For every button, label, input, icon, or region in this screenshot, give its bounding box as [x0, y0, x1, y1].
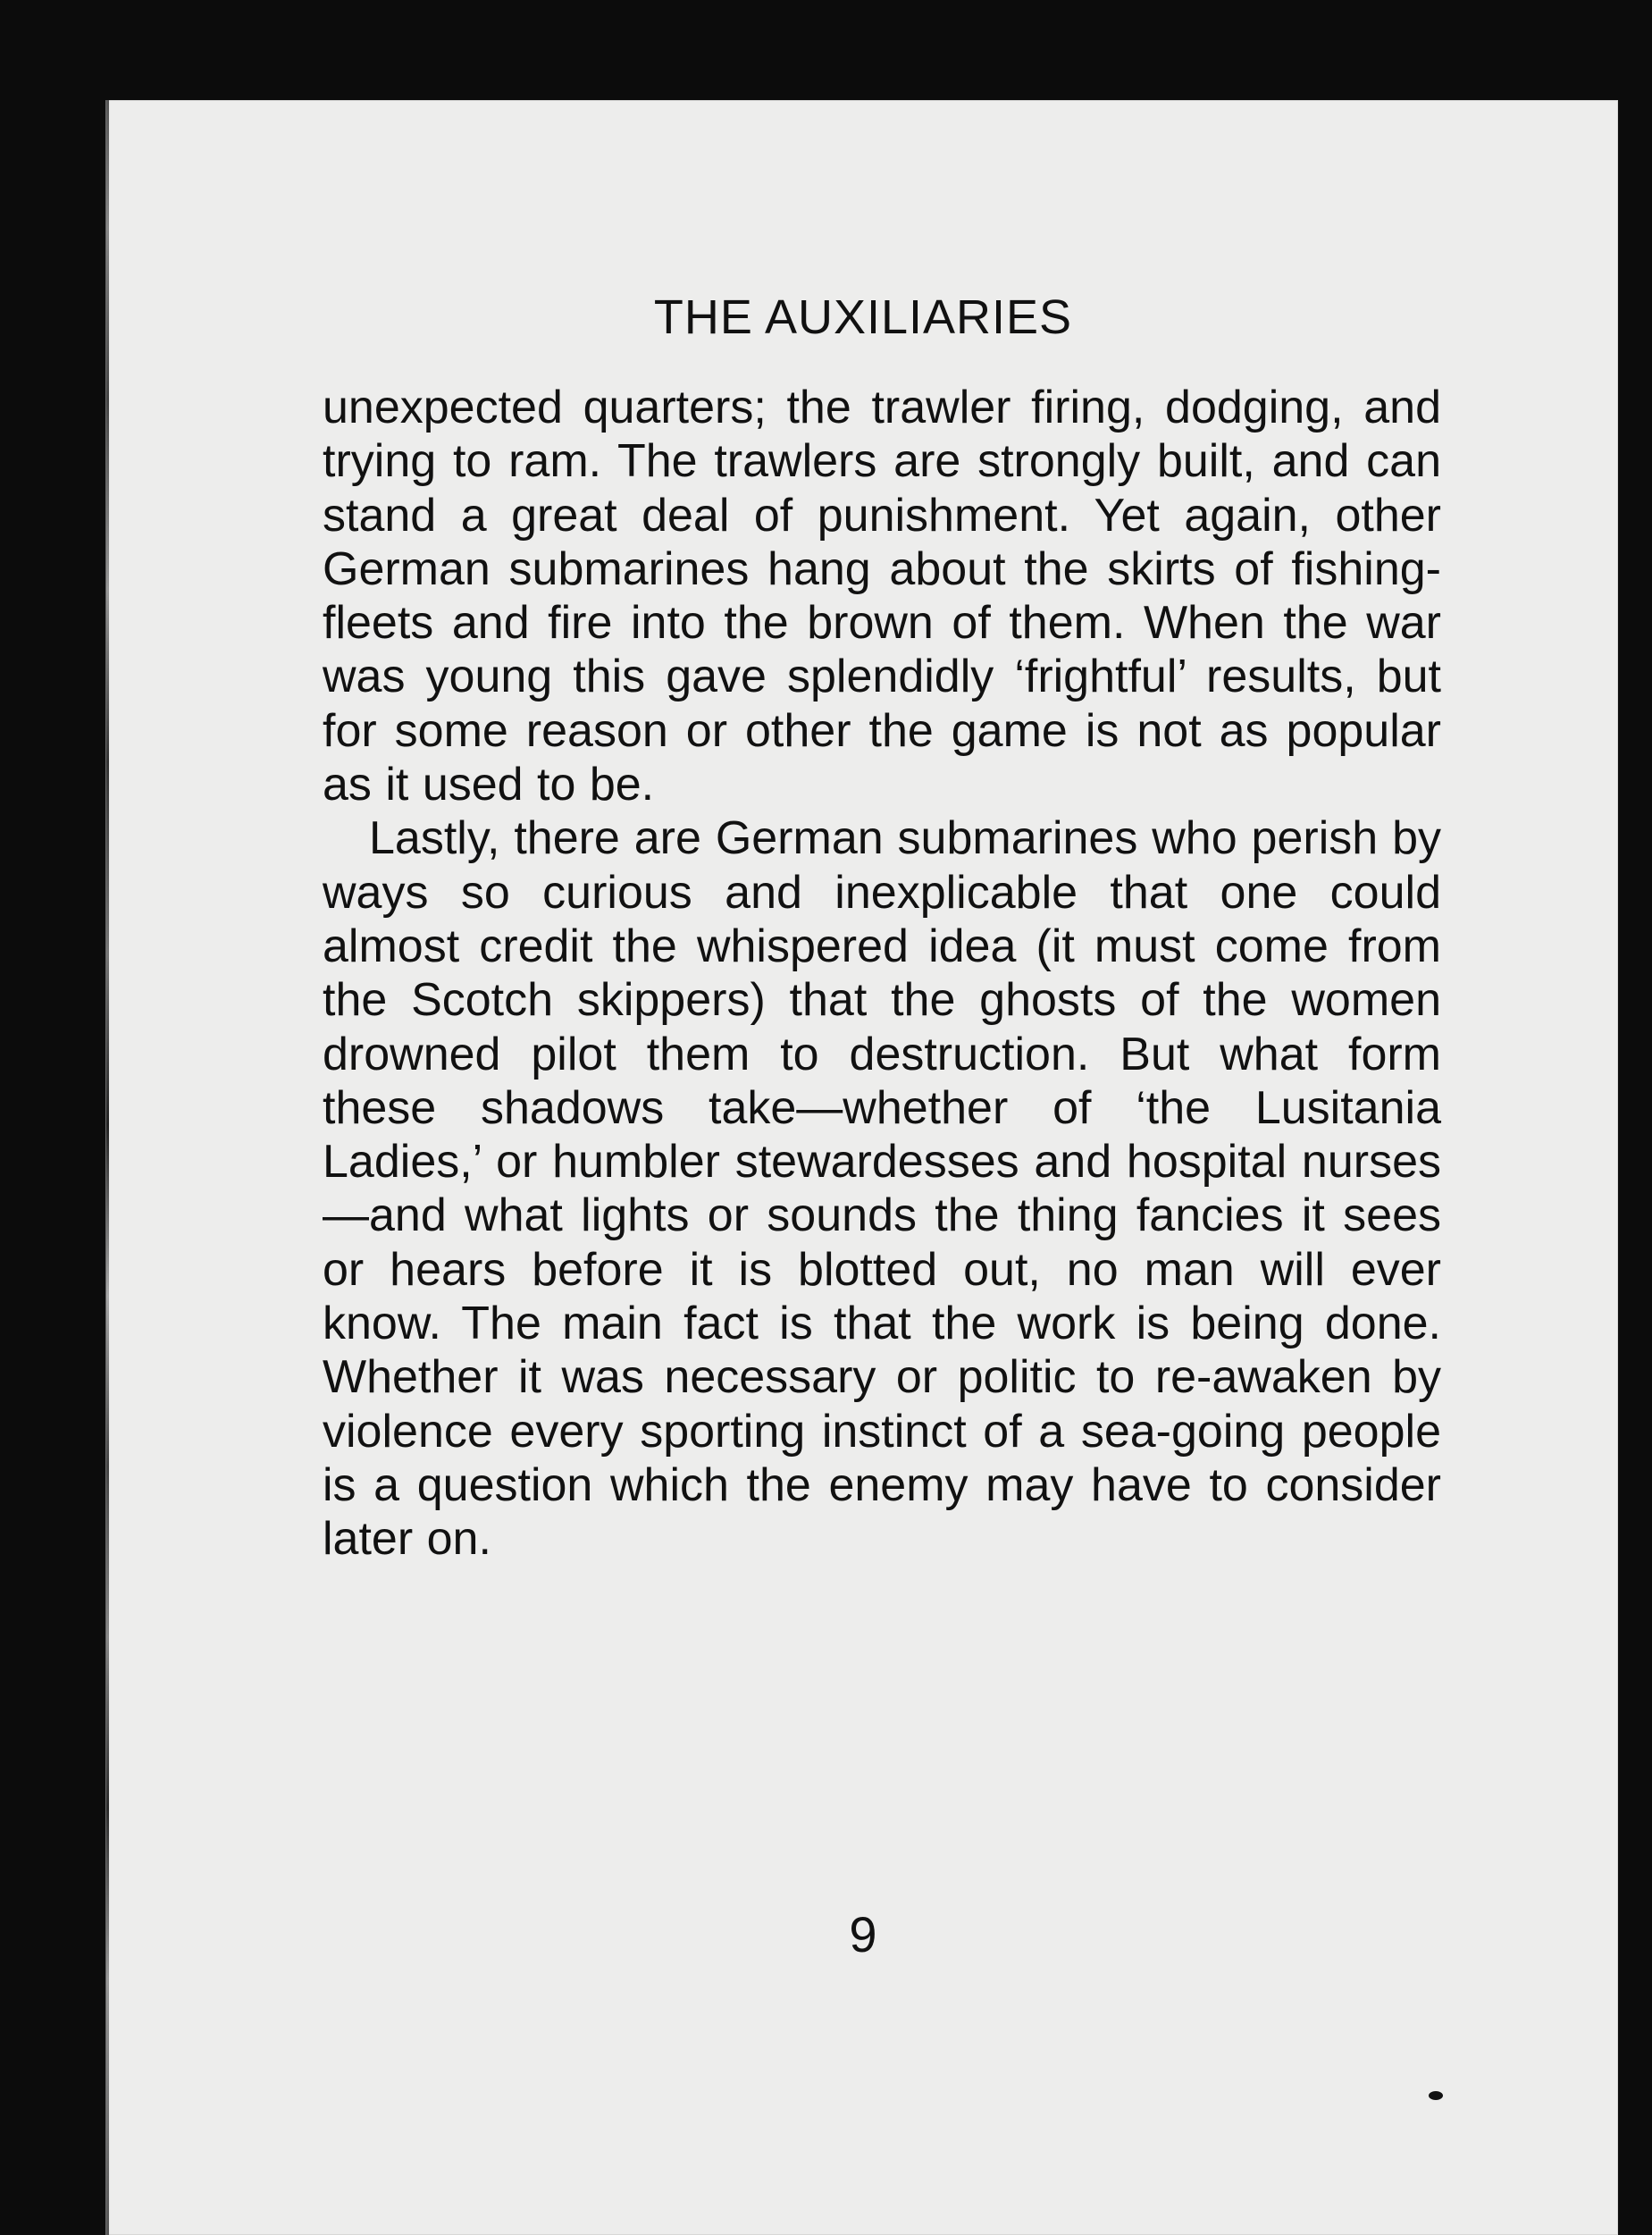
- body-text: [323, 381, 1441, 1567]
- page-number: 9: [849, 1906, 877, 1962]
- paragraph-1: unexpected quarters; the trawler firing, dodging, and trying to ram. The trawlers are strongly built, and can stand a great deal of punishment. Yet again, other German submarines hang about the skirts of fishing-fleets and fire into the brown of them. When the war was young this gave splendidly ‘frightful’ results, but for some reason or other the game is not as popular as it used to be.: [323, 382, 1441, 811]
- running-head: THE AUXILIARIES: [653, 290, 1073, 344]
- ink-speck: [1429, 2091, 1443, 2100]
- paragraph-2: Lastly, there are German submarines who perish by ways so curious and inexplicable that one could almost credit the whispered idea (it must come from the Scotch skippers) that the ghosts of the women drowned pilot them to destruction. But what form these shadows take—whether of ‘the Lusitania Ladies,’ or humbler stewardesses and hospital nurses—and what lights or sounds the thing fancies it sees or hears before it is blotted out, no man will ever know. The main fact is that the work is being done. Whether it was necessary or politic to re-awaken by violence every sporting instinct of a sea-going people is a question which the enemy may have to consider later on.: [323, 812, 1441, 1566]
- book-page: [105, 100, 1618, 2235]
